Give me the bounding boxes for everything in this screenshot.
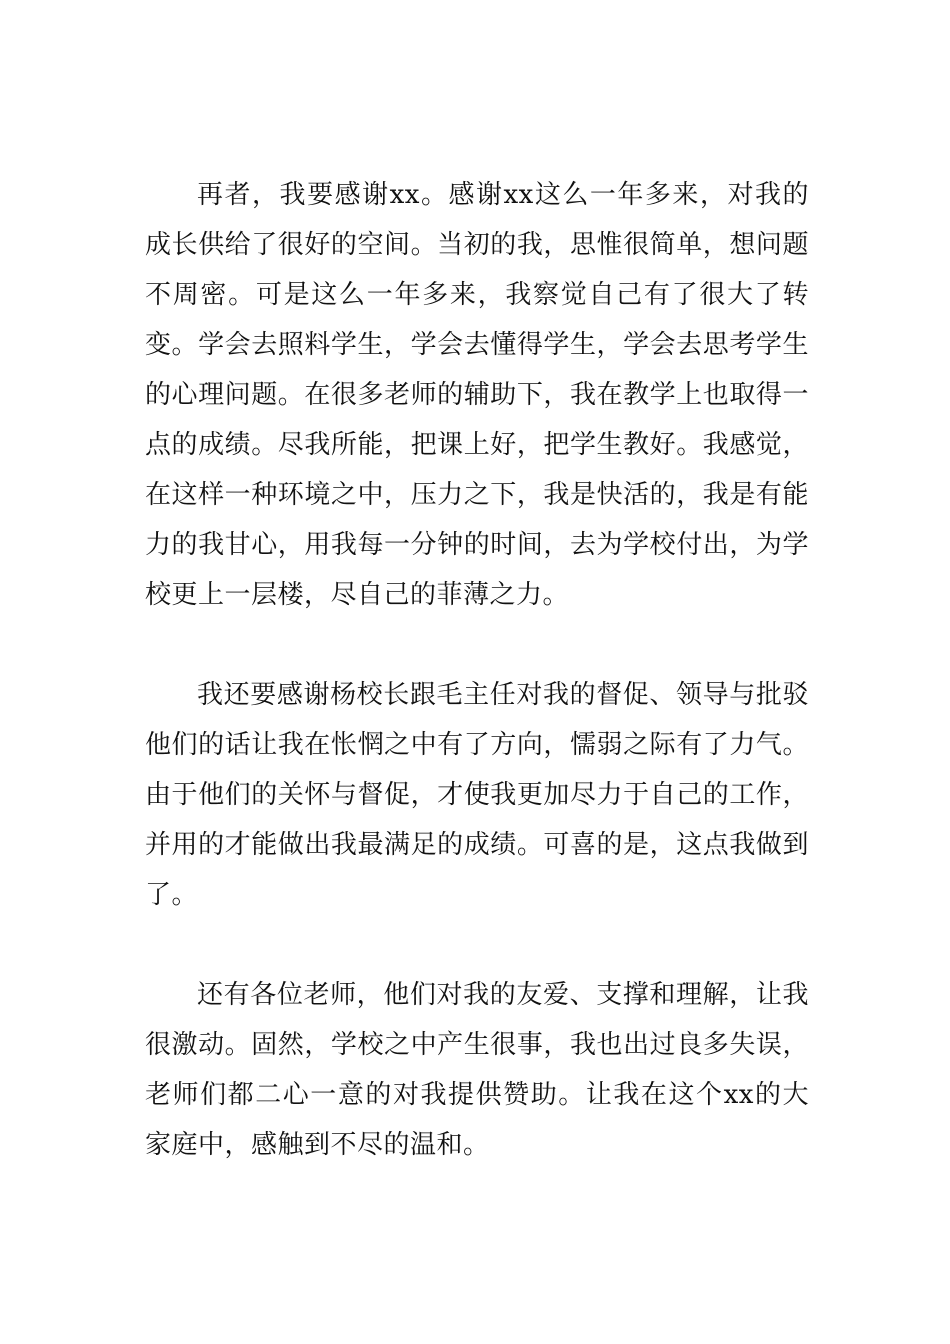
- document-body: [145, 170, 809, 1170]
- paragraph-thanks-leaders: 我还要感谢杨校长跟毛主任对我的督促、领导与批驳他们的话让我在怅惘之中有了方向，懦弱之际有了力气。由于他们的关怀与督促，才使我更加尽力于自己的工作，并用的才能做出我最满足的成绩。可喜的是，这点我做到了。: [145, 680, 809, 910]
- paragraph-thanks-teachers: 还有各位老师，他们对我的友爱、支撑和理解，让我很激动。固然，学校之中产生很事，我也出过良多失误，老师们都二心一意的对我提供赞助。让我在这个xx的大家庭中，感触到不尽的温和。: [145, 980, 809, 1160]
- paragraph-thanks-school: 再者，我要感谢xx。感谢xx这么一年多来，对我的成长供给了很好的空间。当初的我，思惟很简单，想问题不周密。可是这么一年多来，我察觉自己有了很大了转变。学会去照料学生，学会去懂得学生，学会去思考学生的心理问题。在很多老师的辅助下，我在教学上也取得一点的成绩。尽我所能，把课上好，把学生教好。我感觉，在这样一种环境之中，压力之下，我是快活的，我是有能力的我甘心，用我每一分钟的时间，去为学校付出，为学校更上一层楼，尽自己的菲薄之力。: [145, 180, 809, 610]
